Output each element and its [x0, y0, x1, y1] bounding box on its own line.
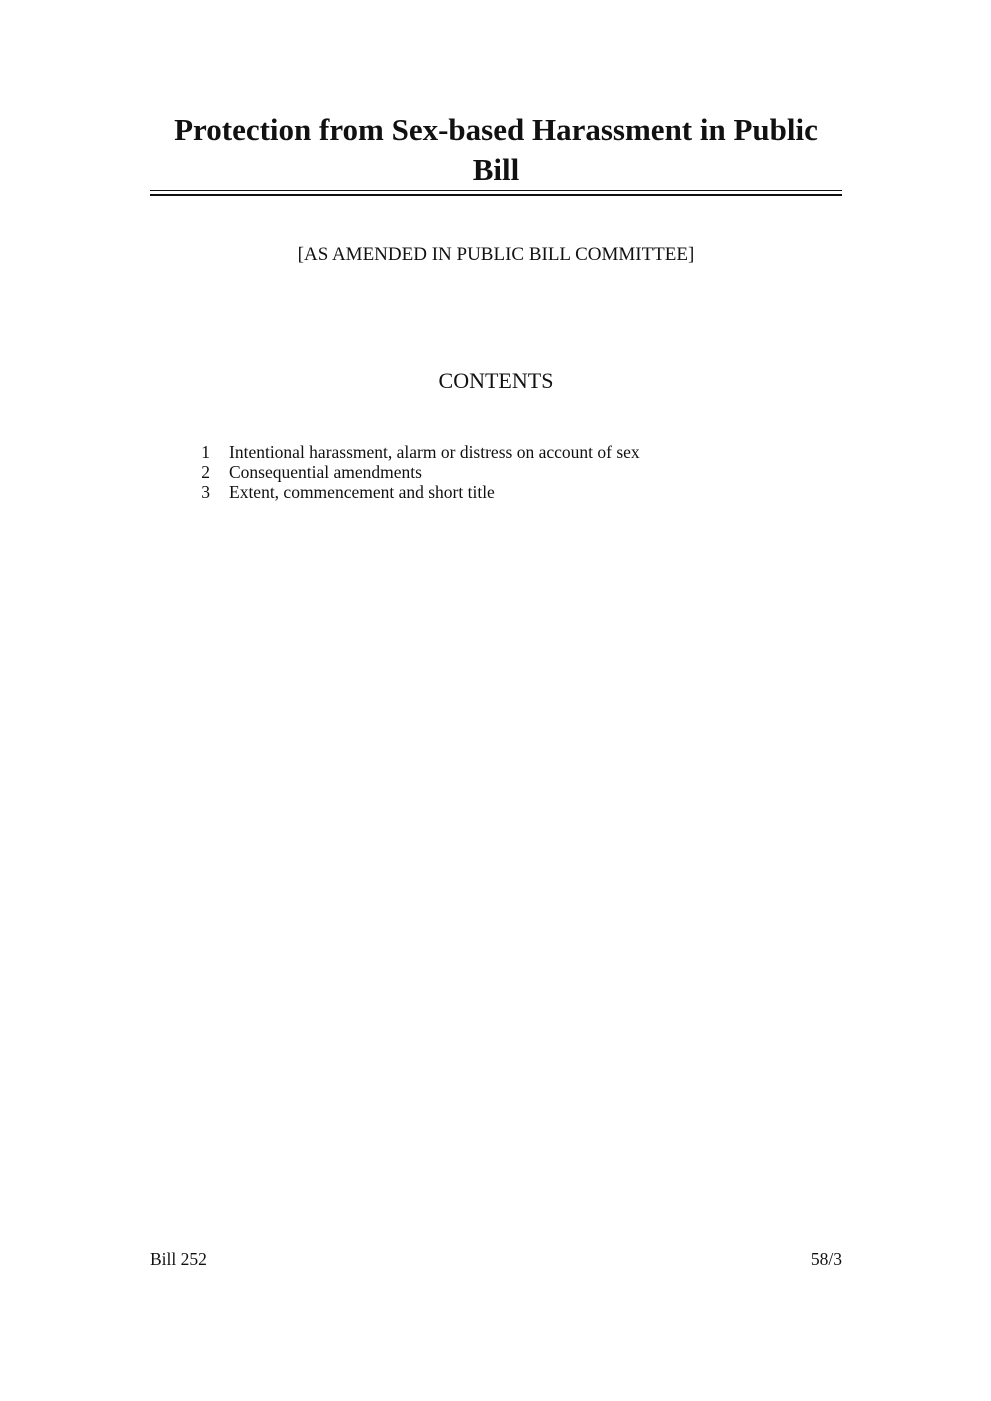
- contents-item: [190, 482, 640, 502]
- contents-item-number: 1: [201, 442, 210, 462]
- contents-item-label: Consequential amendments: [229, 462, 422, 482]
- contents-heading: CONTENTS: [438, 368, 554, 393]
- footer-bill-number: Bill 252: [150, 1249, 207, 1269]
- contents-list: [190, 442, 640, 502]
- footer-session-reference: 58/3: [810, 1249, 842, 1269]
- amendment-status-note: [AS AMENDED IN PUBLIC BILL COMMITTEE]: [297, 244, 695, 265]
- contents-item-label: Intentional harassment, alarm or distress on account of sex: [229, 442, 640, 462]
- contents-item: [190, 442, 640, 462]
- bill-title: [150, 110, 842, 190]
- bill-title-line-2: Bill: [472, 152, 520, 187]
- title-double-rule: [150, 190, 842, 196]
- contents-item-number: 3: [201, 482, 210, 502]
- contents-item-label: Extent, commencement and short title: [229, 482, 495, 502]
- bill-title-line-1: Protection from Sex-based Harassment in Public: [174, 112, 818, 147]
- contents-item: [190, 462, 640, 482]
- contents-item-number: 2: [201, 462, 210, 482]
